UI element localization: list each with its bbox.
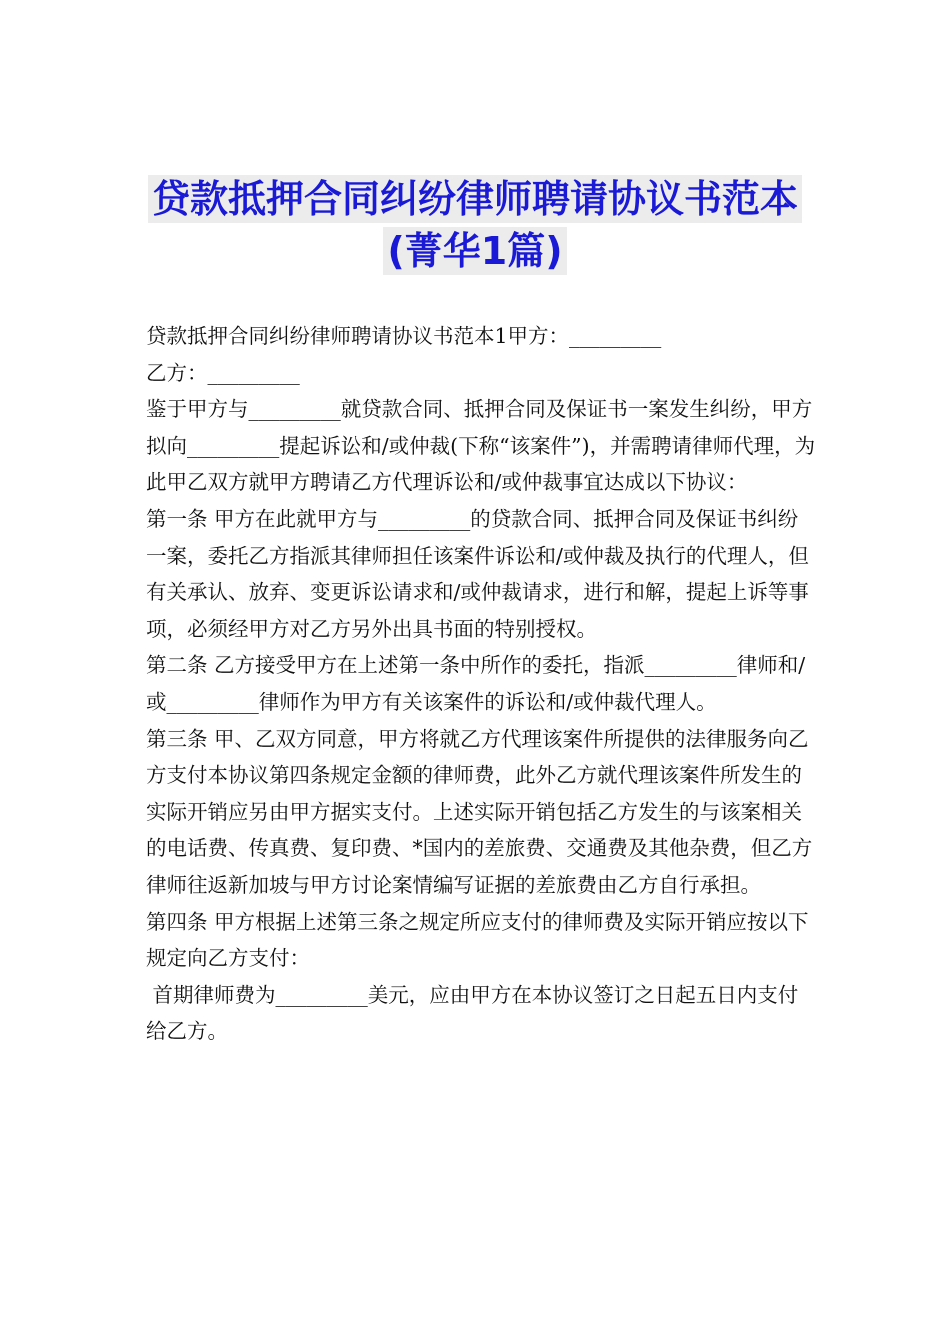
document-body [146, 318, 816, 1050]
paragraph-article-3: 第三条 甲、乙双方同意，甲方将就乙方代理该案件所提供的法律服务向乙方支付本协议第四条规定金额的律师费，此外乙方就代理该案件所发生的实际开销应另由甲方据实支付。上述实际开销包括乙方发生的与该案相关的电话费、传真费、复印费、*国内的差旅费、交通费及其他杂费，但乙方律师往返新加坡与甲方讨论案情编写证据的差旅费由乙方自行承担。 [146, 726, 813, 897]
paragraph-article-4: 第四条 甲方根据上述第三条之规定所应支付的律师费及实际开销应按以下规定向乙方支付： [146, 909, 809, 971]
paragraph-article-1: 第一条 甲方在此就甲方与_________的贷款合同、抵押合同及保证书纠纷一案，委托乙方指派其律师担任该案件诉讼和/或仲裁及执行的代理人，但有关承认、放弃、变更诉讼请求和/或仲裁请求，进行和解，提起上诉等事项，必须经甲方对乙方另外出具书面的特别授权。 [146, 506, 809, 641]
paragraph-party-b: 乙方：_________ [146, 360, 300, 385]
paragraph-party-a: 贷款抵押合同纠纷律师聘请协议书范本1甲方：_________ [146, 324, 662, 348]
title-line-2: (菁华1篇) [383, 227, 566, 275]
paragraph-first-fee: 首期律师费为_________美元，应由甲方在本协议签订之日起五日内支付给乙方。 [146, 982, 799, 1044]
paragraph-article-2: 第二条 乙方接受甲方在上述第一条中所作的委托，指派_________律师和/或_________律师作为甲方有关该案件的诉讼和/或仲裁代理人。 [146, 653, 806, 714]
paragraph-preamble: 鉴于甲方与_________就贷款合同、抵押合同及保证书一案发生纠纷，甲方拟向_________提起诉讼和/或仲裁(下称“该案件”)，并需聘请律师代理，为此甲乙双方就甲方聘请乙方代理诉讼和/或仲裁事宜达成以下协议： [146, 397, 816, 495]
title-line-1: 贷款抵押合同纠纷律师聘请协议书范本 [148, 175, 802, 223]
document-subtitle [0, 229, 950, 273]
document-title [0, 177, 950, 221]
